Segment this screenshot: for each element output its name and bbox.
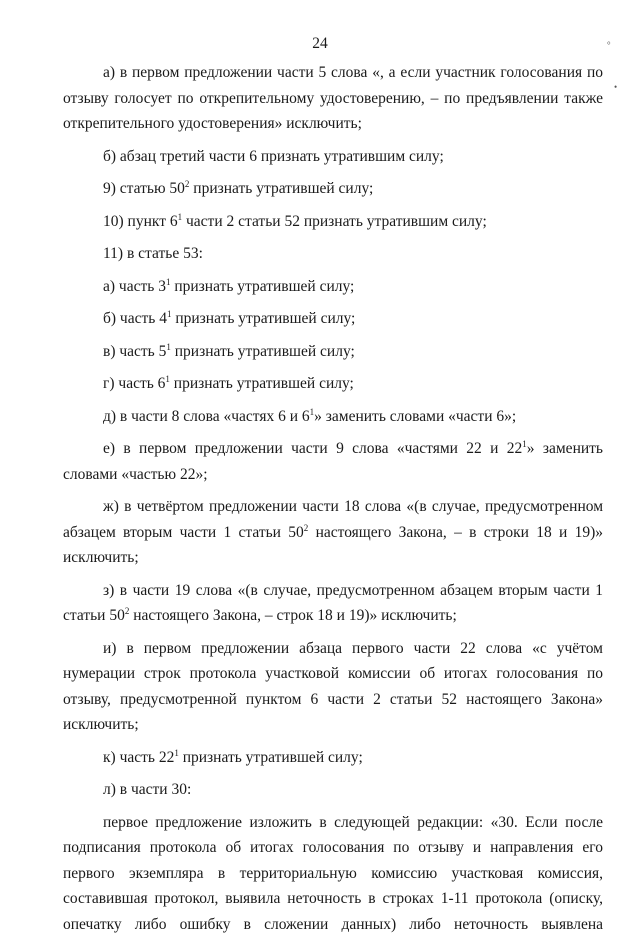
text-run: е) в первом предложении части 9 слова «частями 22 и 22 [103,440,523,457]
text-run: г) часть 6 [103,375,166,392]
text-run: признать утратившей силу; [178,748,363,766]
text-run: и) в первом предложении абзаца первого части 22 слова «с учётом нумерации строк протокола участковой комиссии об итогах голосования по отзыву, предусмотренной пунктом 6 части 2 статьи 52 настоящего Закона» исключить; [63,639,603,733]
superscript: 1 [309,406,315,417]
text-run: признать утратившей силу; [171,310,356,327]
text-run: настоящего Закона, – в строки 18 и 19)» исключить; [63,523,604,566]
paragraph [63,371,603,397]
superscript: 1 [166,341,171,352]
text-run: » заменить словами «части 6»; [314,407,517,425]
text-run: 10) пункт 6 [103,212,178,230]
paragraph [63,339,603,365]
text-run: части 2 статьи 52 признать утратившим силу; [182,212,487,230]
paragraph [63,176,603,202]
superscript: 1 [522,439,527,449]
text-run: 11) в статье 53: [103,245,203,262]
paragraph [63,209,603,235]
document-body [63,60,603,944]
paragraph [63,777,603,803]
text-run: л) в части 30: [103,781,192,798]
paragraph [63,494,603,571]
text-run: признать утратившей силу; [170,277,355,295]
scan-mark: • [614,82,618,92]
text-run: 9) статью 50 [103,180,185,197]
superscript: 2 [124,606,130,616]
paragraph [63,436,603,487]
superscript: 1 [166,309,172,319]
page-number: 24 [312,35,328,52]
text-run: первое предложение изложить в следующей редакции: «30. Если после подписания протокола об итогах голосования по отзыву и направления его первого экземпляра в территориальную комиссию участковая комиссия, составившая протокол, выявила неточность в строках 1-11 протокола (описку, опечатку либо ошибку в сложении данных) либо неточность выявлена [63,813,603,933]
superscript: 1 [165,276,171,287]
paragraph [63,745,603,771]
superscript: 1 [174,747,179,758]
text-run: б) часть 4 [103,310,167,327]
text-run: признать утратившей силу; [170,342,355,360]
text-run: настоящего Закона, – строк 18 и 19)» исключить; [129,607,457,624]
paragraph [63,810,603,938]
paragraph [63,306,603,332]
paragraph [63,404,603,430]
text-run: признать утратившей силу; [189,180,374,197]
paragraph [63,241,603,267]
paragraph [63,578,603,629]
text-run: в) часть 5 [103,342,167,360]
text-run: а) в первом предложении части 5 слова «, а если участник голосования по отзыву голосует по открепительному удостоверению, – по предъявлении также открепительного удостоверения» исключить; [63,64,603,132]
superscript: 1 [165,374,170,384]
text-run: » заменить словами «частью 22»; [63,440,603,483]
paragraph [63,636,603,738]
superscript: 2 [303,522,309,533]
superscript: 2 [184,179,190,189]
superscript: 1 [177,211,183,222]
scan-mark: ° [607,40,611,50]
paragraph [63,144,603,170]
paragraph [63,274,603,300]
text-run: ж) в четвёртом предложении части 18 слова «(в случае, предусмотренном абзацем вторым части 1 статьи 50 [63,498,603,541]
text-run: признать утратившей силу; [169,375,354,392]
text-run: д) в части 8 слова «частях 6 и 6 [103,407,310,425]
text-run: к) часть 22 [103,748,175,766]
text-run: а) часть 3 [103,277,166,295]
text-run: з) в части 19 слова «(в случае, предусмотренном абзацем вторым части 1 статьи 50 [63,581,603,624]
text-run: б) абзац третий части 6 признать утратившим силу; [103,147,444,165]
paragraph [63,60,603,137]
